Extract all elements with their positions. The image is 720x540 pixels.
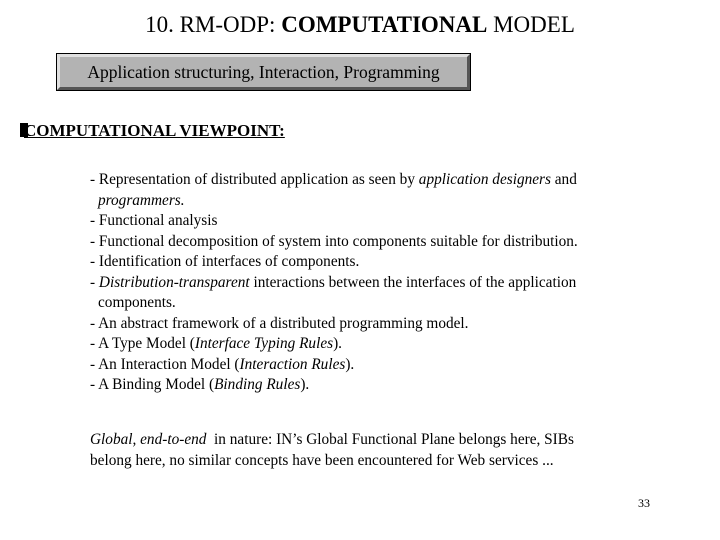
list-item [90,273,578,294]
slide-title [0,12,720,38]
list-item: - Functional decomposition of system into components suitable for distribution. [90,232,578,250]
item-text: and [550,171,577,188]
note-paragraph [90,429,574,471]
list-item [90,170,578,191]
item-text: - [90,273,99,291]
list-item [90,334,578,355]
list-item [90,355,578,376]
list-item [90,375,578,396]
title-suffix: MODEL [487,12,575,37]
item-italic: programmers. [98,191,185,209]
title-bold: COMPUTATIONAL [281,12,488,37]
item-text: ). [300,376,310,393]
item-italic: application designers [418,171,551,188]
item-text: - An Interaction Model ( [90,355,240,373]
list-item-continued: components. [98,294,176,311]
item-italic: Binding Rules [214,376,301,393]
item-italic: Interaction Rules [239,355,346,373]
item-text: ). [333,335,342,352]
item-text: - A Type Model ( [90,335,195,352]
list-item-continued [90,191,578,212]
title-prefix: 10. RM-ODP: [145,12,282,37]
note-line1: in nature: IN’s Global Functional Plane belongs here, SIBs [206,431,574,448]
heading-text: COMPUTATIONAL VIEWPOINT: [24,121,285,140]
bullet-list [90,170,578,396]
page-number: 33 [638,496,650,510]
item-text: - Representation of distributed application as seen by [90,171,419,188]
note-line2: belong here, no similar concepts have been encountered for Web services ... [90,452,554,469]
list-item: - Identification of interfaces of components. [90,253,360,270]
list-item: - Functional analysis [90,212,218,229]
item-italic: Interface Typing Rules [194,335,334,352]
item-text: interactions between the interfaces of the application [249,273,577,291]
item-italic: Distribution-transparent [98,273,250,291]
note-italic: Global, end-to-end [90,431,207,448]
list-item: - An abstract framework of a distributed programming model. [90,314,469,332]
item-text: ). [345,355,355,373]
subtitle-banner: Application structuring, Interaction, Programming [57,54,470,90]
section-heading [20,121,285,141]
item-text: - A Binding Model ( [90,376,215,393]
